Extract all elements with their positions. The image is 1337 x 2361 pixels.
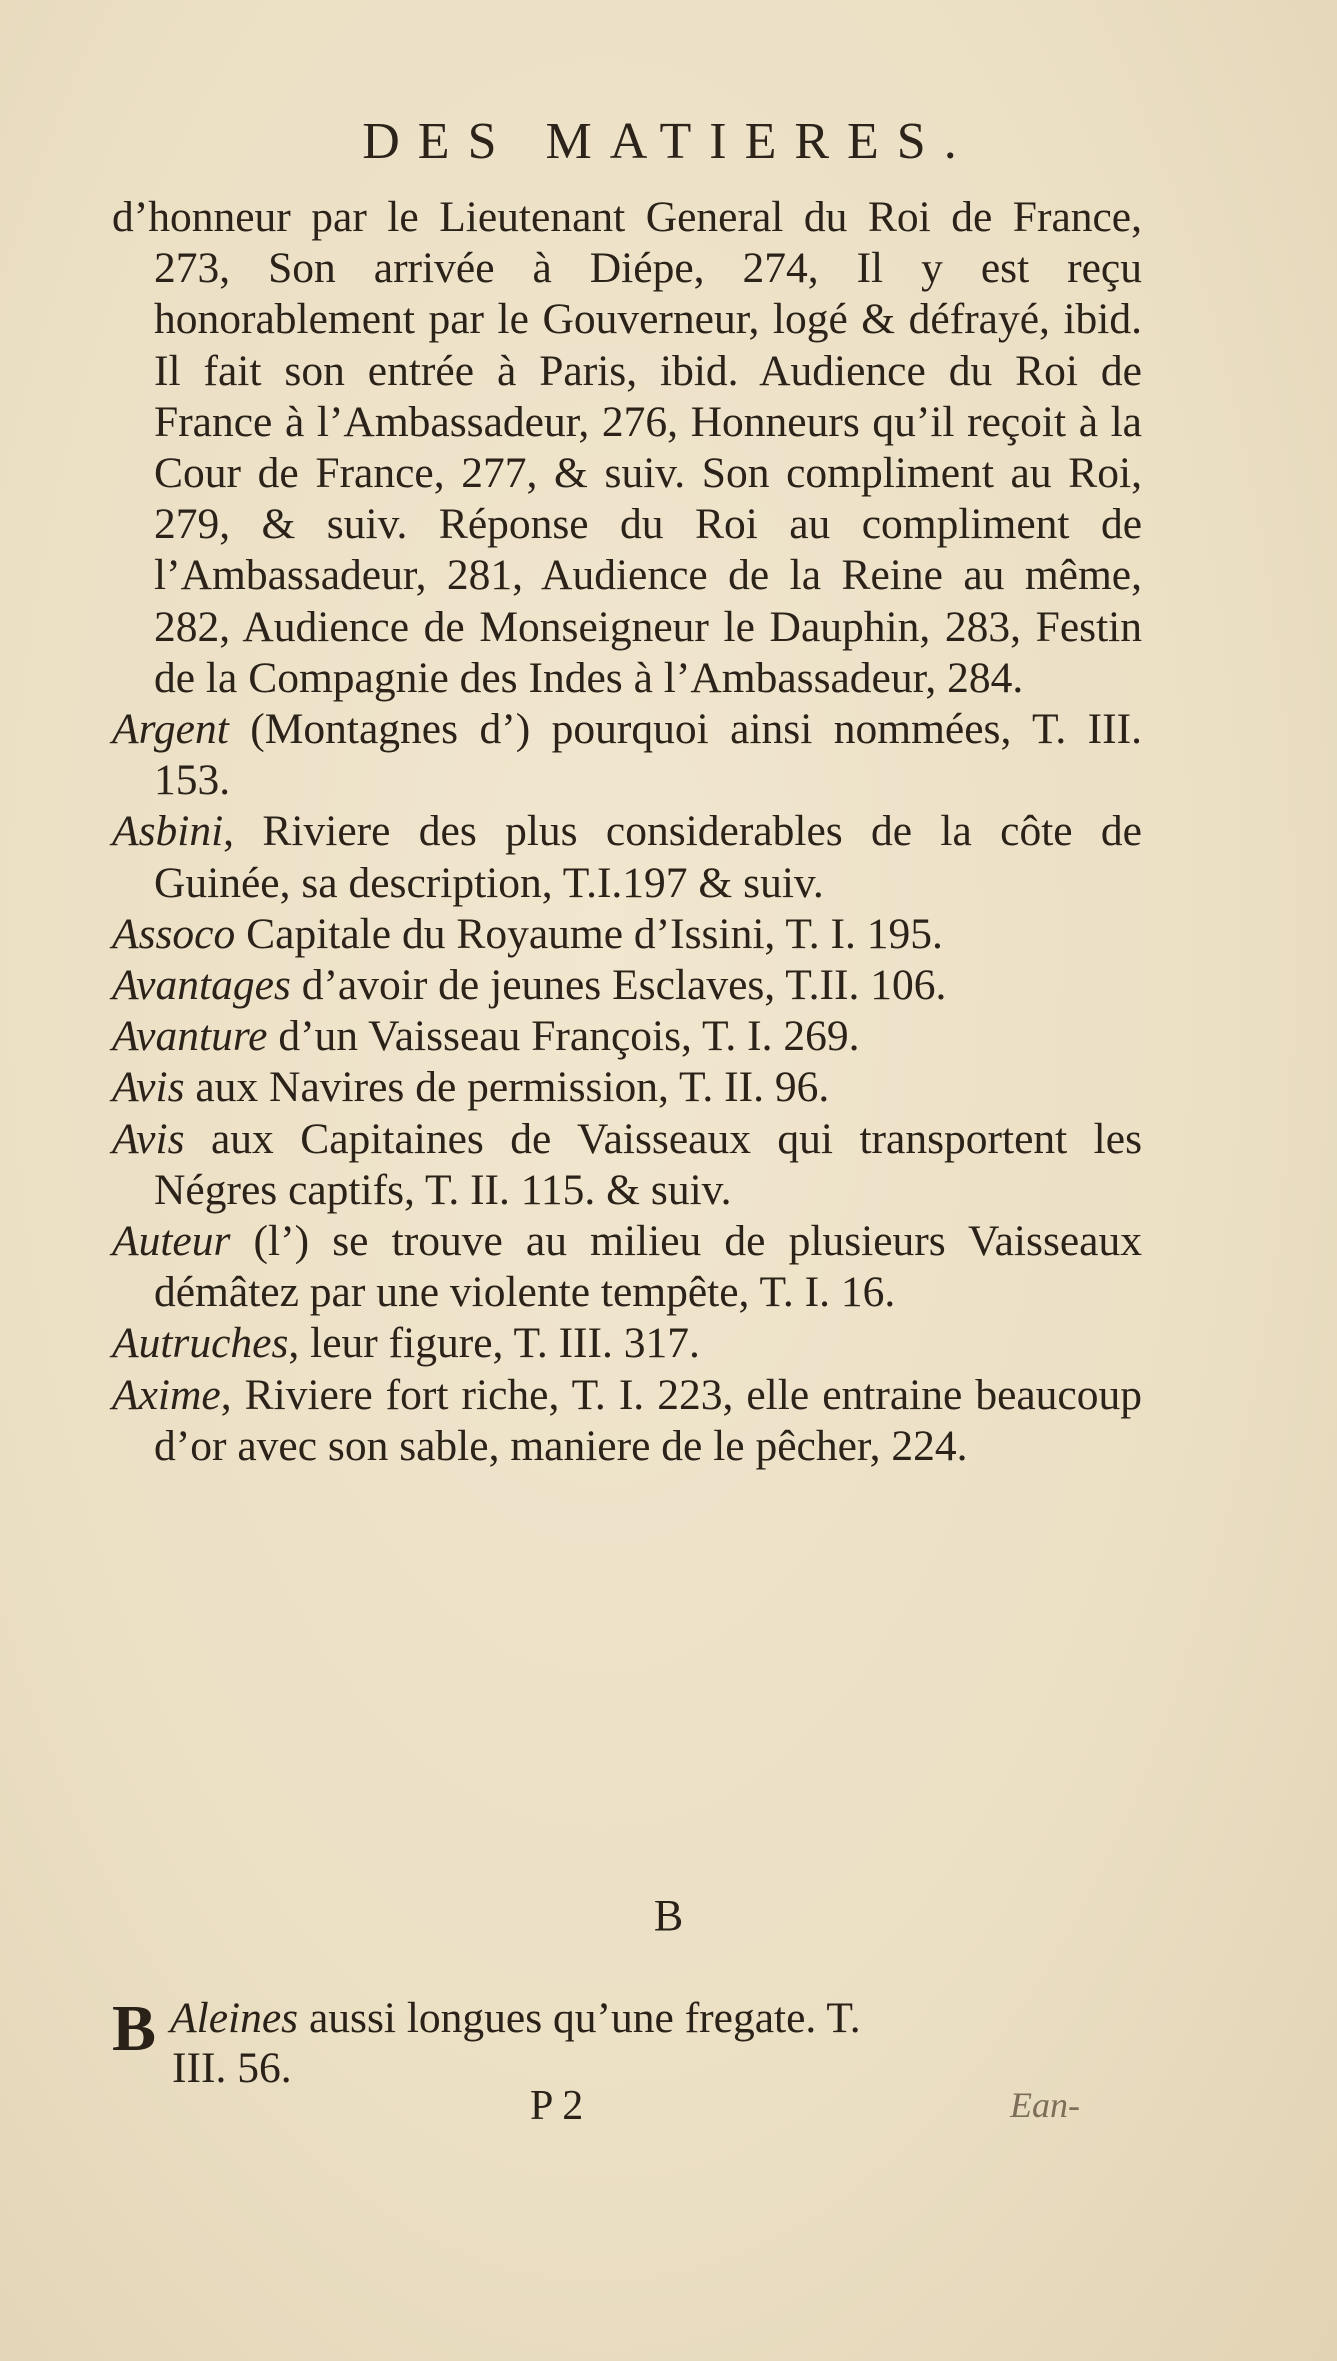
entry-keyword: Argent — [112, 705, 229, 754]
entry-text: d’avoir de jeunes Esclaves, T.II. 106. — [290, 961, 947, 1010]
index-entry — [112, 1062, 1142, 1113]
entry-keyword: Asbini — [112, 807, 224, 856]
entry-keyword: Assoco — [112, 909, 236, 958]
entry-text: aux Capitaines de Vaisseaux qui transportent les Négres captifs, T. II. 115. & suiv. — [154, 1114, 1142, 1214]
index-entry — [112, 704, 1142, 806]
index-entry — [112, 960, 1142, 1011]
entry-keyword: Avis — [112, 1114, 185, 1163]
index-entry — [112, 192, 1142, 704]
page-header: DES MATIERES. — [362, 113, 975, 170]
entry-text: (Montagnes d’) pourquoi ainsi nommées, T. III. 153. — [154, 705, 1142, 805]
index-entry — [112, 1114, 1142, 1216]
entry-text: aux Navires de permission, T. II. 96. — [184, 1063, 830, 1112]
entry-keyword: Axime — [112, 1370, 221, 1419]
catchword: Ean- — [1010, 2085, 1080, 2125]
index-entries — [112, 192, 1142, 1472]
index-entry — [112, 1216, 1142, 1318]
entry-text: , leur figure, T. III. 317. — [288, 1319, 700, 1368]
entry-text: (l’) se trouve au milieu de plusieurs Vaisseaux démâtez par une violente tempête, T. I. 16. — [154, 1217, 1142, 1317]
entry-text: d’honneur par le Lieutenant General du Roi de France, 273, Son arrivée à Diépe, 274, Il y est reçu honorablement par le Gouverneur, logé & défrayé, ibid. Il fait son entrée à Paris, ibid. Audience du Roi de France à l’Ambassadeur, 276, Honneurs qu’il reçoit à la Cour de France, 277, & suiv. Son compliment au Roi, 279, & suiv. Réponse du Roi au compliment de l’Ambassadeur, 281, Audience de la Reine au même, 282, Audience de Monseigneur le Dauphin, 283, Festin de la Compagnie des Indes à l’Ambassadeur, 284. — [112, 193, 1142, 702]
entry-keyword: Avantages — [112, 961, 291, 1010]
index-entry — [112, 1011, 1142, 1062]
entry-text-continued: III. 56. — [172, 2044, 292, 2092]
entry-text: aussi longues qu’une fregate. T. — [298, 1994, 861, 2042]
entry-keyword: Auteur — [112, 1217, 231, 1266]
entry-keyword: Aleines — [170, 1994, 299, 2042]
entry-text: , Riviere fort riche, T. I. 223, elle entraine beaucoup d’or avec son sable, maniere de le pêcher, 224. — [154, 1370, 1142, 1470]
signature-mark: P 2 — [530, 2083, 584, 2129]
entry-text: Capitale du Royaume d’Issini, T. I. 195. — [235, 909, 943, 958]
entry-text: d’un Vaisseau François, T. I. 269. — [267, 1012, 860, 1061]
drop-cap: B — [112, 1992, 157, 2065]
entry-keyword: Avis — [112, 1063, 185, 1112]
entry-keyword: Avanture — [112, 1012, 268, 1061]
index-entry — [112, 1318, 1142, 1369]
index-entry — [112, 1370, 1142, 1472]
entry-text: , Riviere des plus considerables de la côte de Guinée, sa description, T.I.197 & suiv. — [154, 807, 1142, 907]
index-entry — [112, 909, 1142, 960]
section-heading: B — [653, 1891, 684, 1940]
entry-keyword: Autruches — [112, 1319, 289, 1368]
index-entry — [112, 806, 1142, 908]
index-entry-b — [112, 1993, 1142, 2093]
